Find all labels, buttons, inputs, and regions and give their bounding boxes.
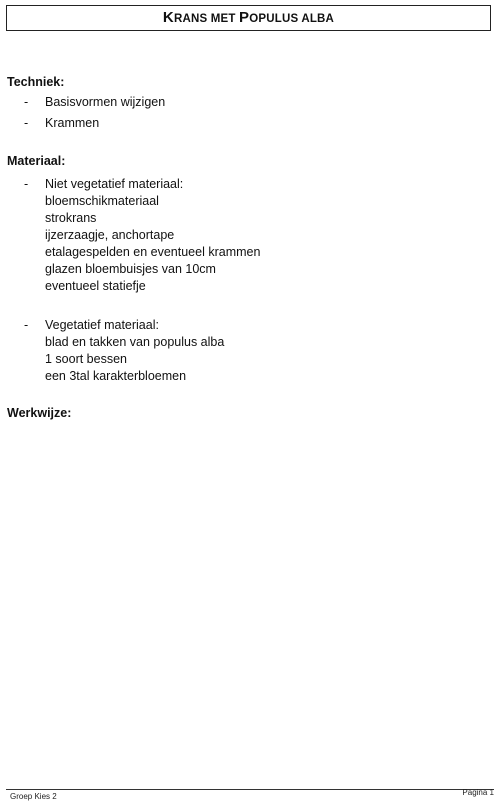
page-number: Pagina 1 bbox=[462, 788, 494, 797]
material-line: etalagespelden en eventueel krammen bbox=[45, 245, 261, 259]
bullet-dash: - bbox=[24, 318, 29, 332]
bullet-dash: - bbox=[24, 116, 29, 130]
material-line: ijzerzaagje, anchortape bbox=[45, 228, 175, 242]
werkwijze-heading: Werkwijze: bbox=[7, 406, 72, 420]
techniek-item-1: Basisvormen wijzigen bbox=[45, 95, 166, 109]
material-line: bloemschikmateriaal bbox=[45, 194, 159, 208]
page-title bbox=[7, 6, 490, 31]
material-line: een 3tal karakterbloemen bbox=[45, 369, 187, 383]
techniek-item-2: Krammen bbox=[45, 116, 100, 130]
material-line: strokrans bbox=[45, 211, 97, 225]
title-part-2: OPULUS ALBA bbox=[249, 13, 335, 25]
niet-vegetatief-label: Niet vegetatief materiaal: bbox=[45, 177, 184, 191]
material-line: 1 soort bessen bbox=[45, 352, 127, 366]
bullet-dash: - bbox=[24, 177, 29, 191]
material-line: blad en takken van populus alba bbox=[45, 335, 225, 349]
bullet-dash: - bbox=[24, 95, 29, 109]
material-line: eventueel statiefje bbox=[45, 279, 146, 293]
techniek-heading: Techniek: bbox=[7, 75, 65, 89]
materiaal-heading: Materiaal: bbox=[7, 154, 66, 168]
vegetatief-label: Vegetatief materiaal: bbox=[45, 318, 159, 332]
footer-left-text: Groep Kies 2 bbox=[10, 792, 57, 801]
title-initial-k: K bbox=[162, 9, 174, 26]
material-line: glazen bloembuisjes van 10cm bbox=[45, 262, 216, 276]
title-box bbox=[6, 5, 491, 31]
title-initial-p: P bbox=[239, 9, 250, 26]
title-part-1: RANS MET bbox=[173, 13, 240, 25]
footer-divider bbox=[6, 789, 494, 790]
